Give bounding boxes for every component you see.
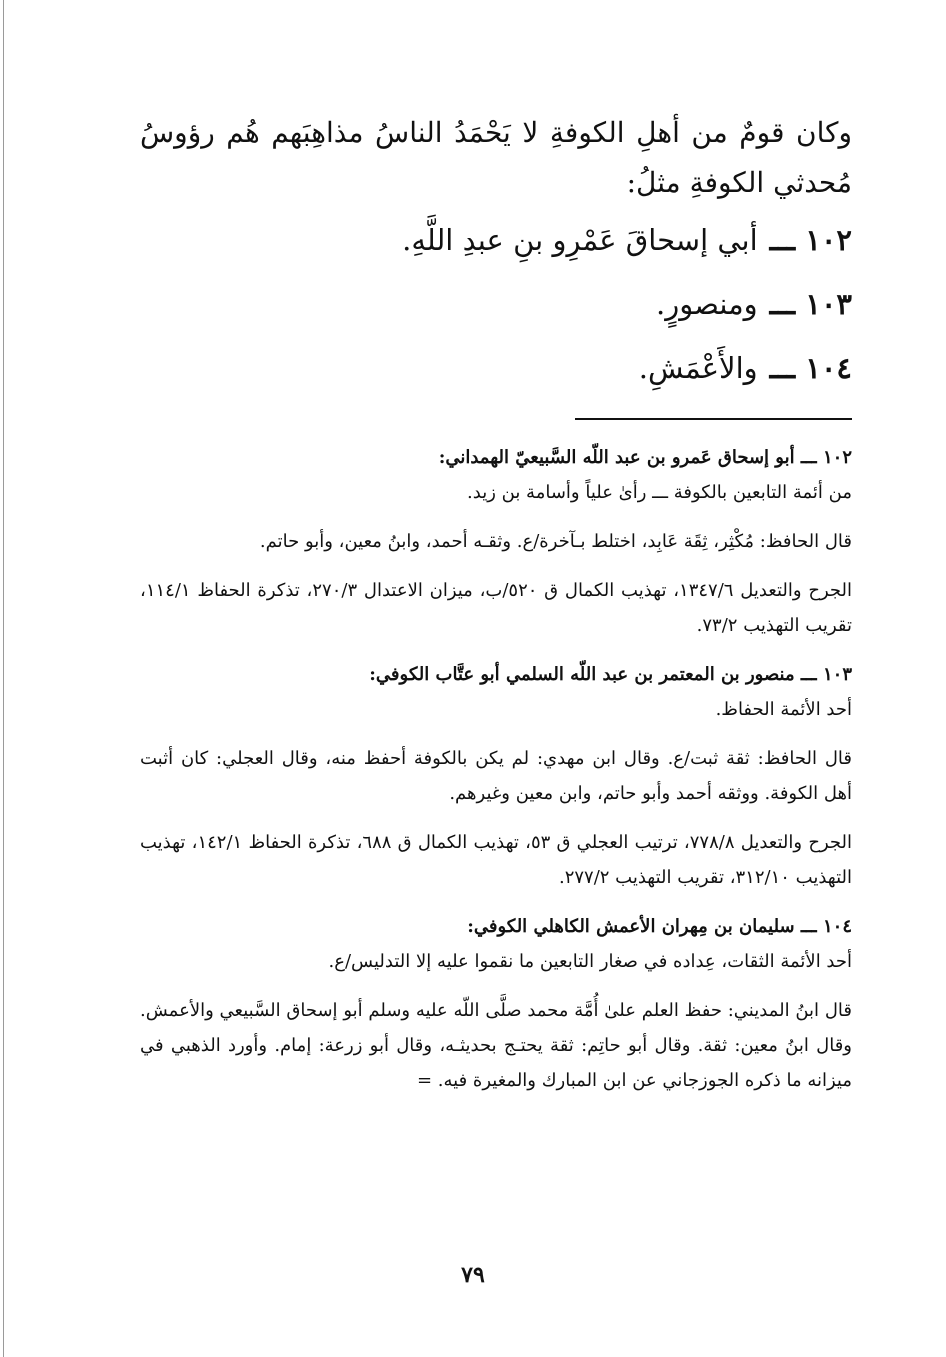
main-item-number: ١٠٢ ـــ — [769, 223, 852, 257]
footnote-paragraph: قال ابنُ المديني: حفظ العلم علىٰ أُمَّة محمد صلَّى اللّه عليه وسلم أبو إسحاق السَّبيعي والأعمش. وقال ابنُ معين: ثقة. وقال أبو حاتِم: ثقة يحتـج بحديثـه، وقال أبو زرعة: إمام. وأورد الذهبي في ميزانه ما ذكره الجوزجاني عن ابن المبارك والمغيرة فيه. = — [140, 999, 852, 1091]
footnote-102 — [140, 440, 852, 643]
footnote-heading: ١٠٤ ـــ سليمان بن مِهران الأعمش الكاهلي الكوفي: — [467, 915, 852, 937]
footnote-references: الجرح والتعديل ١٣٤٧/٦، تهذيب الكمال ق ٥٢٠/ب، ميزان الاعتدال ٢٧٠/٣، تذكرة الحفاظ ١١٤/١، تقريب التهذيب ٧٣/٢. — [140, 579, 852, 636]
footnote-separator — [575, 418, 852, 420]
main-item-text: ومنصورٍ. — [656, 287, 758, 321]
main-item-103 — [140, 272, 852, 336]
main-item-number: ١٠٣ ـــ — [769, 287, 852, 321]
footnote-104 — [140, 909, 852, 1098]
footnote-paragraph: قال الحافظ: ثقة ثبت/ع. وقال ابن مهدي: لم يكن بالكوفة أحفظ منه، وقال العجلي: كان أثبت أهل الكوفة. ووثقه أحمد وأبو حاتم، وابن معين وغيرهم. — [140, 747, 852, 804]
footnote-references: الجرح والتعديل ٧٧٨/٨، ترتيب العجلي ق ٥٣، تهذيب الكمال ق ٦٨٨، تذكرة الحفاظ ١٤٢/١، تهذيب التهذيب ٣١٢/١٠، تقريب التهذيب ٢٧٧/٢. — [140, 831, 852, 888]
page-edge-line — [3, 0, 4, 1357]
main-item-102 — [140, 208, 852, 272]
footnote-paragraph: أحد الأئمة الثقات، عِداده في صغار التابعين ما نقموا عليه إلا التدليس/ع. — [328, 950, 852, 972]
footnote-paragraph: أحد الأئمة الحفاظ. — [715, 698, 852, 720]
footnote-heading: ١٠٣ ـــ منصور بن المعتمر بن عبد اللّه السلمي أبو عتَّاب الكوفي: — [369, 663, 852, 685]
main-item-text: أبي إسحاقَ عَمْرِو بنِ عبدِ اللَّهِ. — [402, 223, 758, 257]
page-number: ٧٩ — [461, 1262, 485, 1288]
footnotes — [140, 440, 852, 1098]
footnote-paragraph: قال الحافظ: مُكْثِر، ثِقَة عَابِد، اختلط بـآخرة/ع. وثقـه أحمد، وابنُ معين، وأبو حاتم. — [259, 530, 852, 552]
main-item-104 — [140, 336, 852, 400]
footnote-heading: ١٠٢ ـــ أبو إسحاق عَمرو بن عبد اللّه السَّبيعيّ الهمداني: — [438, 446, 852, 468]
main-intro-paragraph: وكان قومٌ من أهلِ الكوفةِ لا يَحْمَدُ الناسُ مذاهِبَهم هُم رؤوسُ مُحدثي الكوفةِ مثلُ: — [140, 116, 852, 199]
footnote-103 — [140, 657, 852, 895]
main-item-number: ١٠٤ ـــ — [769, 351, 852, 385]
main-item-text: والأَعْمَشِ. — [638, 351, 758, 385]
page-body — [140, 108, 852, 1112]
footnote-paragraph: من أئمة التابعين بالكوفة ـــ رأىٰ علياً وأسامة بن زيد. — [467, 481, 852, 503]
